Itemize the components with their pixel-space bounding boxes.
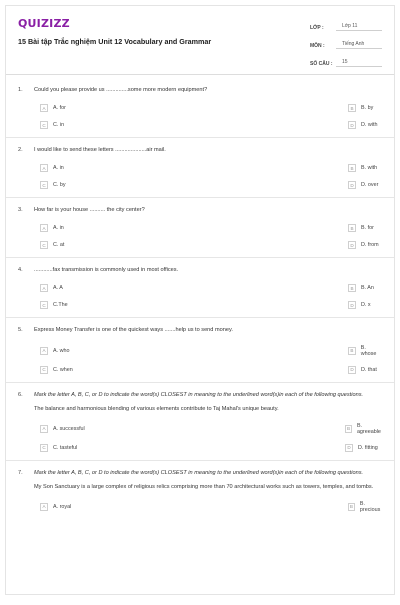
option-letter-box: C <box>40 444 48 452</box>
question-number: 6. <box>18 391 23 398</box>
option-letter-box: B <box>348 164 356 172</box>
option-letter-box: D <box>348 301 356 309</box>
meta-label: LỚP : <box>310 25 324 31</box>
question-line <box>18 266 382 274</box>
question-line <box>18 206 382 214</box>
option-letter-box: D <box>348 241 356 249</box>
option-a[interactable] <box>40 224 211 232</box>
question-text: Express Money Transfer is one of the quickest ways .......help us to send money. <box>34 327 233 334</box>
option-letter-box: B <box>349 504 353 510</box>
option-letter-box: A <box>40 164 48 172</box>
option-letter-box: B <box>348 347 356 355</box>
meta-value: 15 <box>336 59 382 67</box>
option-d[interactable] <box>211 241 382 249</box>
option-a[interactable] <box>40 423 208 435</box>
option-d[interactable] <box>211 366 382 374</box>
answer-options <box>40 224 382 249</box>
question-instruction: Mark the letter A, B, C, or D to indicate the word(s) CLOSEST in meaning to the underlined word(s)in each of the following questions. <box>34 469 364 476</box>
option-letter-box: A <box>40 224 48 232</box>
option-c[interactable] <box>40 181 211 189</box>
option-c[interactable] <box>40 241 211 249</box>
option-text: B. precious <box>359 500 381 513</box>
meta-row-subject <box>310 36 382 49</box>
option-letter-box: B <box>346 426 351 432</box>
question-6 <box>6 383 394 461</box>
question-1 <box>6 78 394 138</box>
question-line <box>18 146 382 154</box>
meta-value: Lớp 11 <box>336 23 382 31</box>
option-text: D. fitting <box>358 444 378 451</box>
question-line <box>18 391 382 413</box>
question-number: 4. <box>18 267 23 274</box>
option-letter-box: B <box>348 224 356 232</box>
option-letter-box: C <box>40 366 48 374</box>
answer-options <box>40 501 382 513</box>
question-number: 7. <box>18 469 23 476</box>
option-b[interactable] <box>211 224 382 232</box>
option-text: A. for <box>53 105 66 112</box>
question-text: Could you please provide us ..............some more modern equipment? <box>34 87 208 93</box>
option-letter-box: D <box>348 181 356 189</box>
question-5 <box>6 318 394 382</box>
option-b[interactable] <box>211 164 382 172</box>
question-instruction: Mark the letter A, B, C, or D to indicate the word(s) CLOSEST in meaning to the underlined word(s)in each of the following questions. <box>34 391 364 398</box>
option-text: D. that <box>361 366 377 373</box>
option-text: D. with <box>361 122 378 129</box>
option-text: C. at <box>53 242 65 249</box>
option-text: A. who <box>53 347 70 354</box>
answer-options <box>40 164 382 189</box>
option-text: D. over <box>361 182 379 189</box>
option-letter-box: C <box>40 121 48 129</box>
option-letter-box: C <box>40 301 48 309</box>
option-letter-box: A <box>40 104 48 112</box>
option-d[interactable] <box>211 181 382 189</box>
option-text: C. by <box>53 182 66 189</box>
option-d[interactable] <box>211 301 382 309</box>
option-d[interactable] <box>211 121 382 129</box>
question-number: 2. <box>18 147 23 154</box>
answer-options <box>40 284 382 309</box>
answer-options <box>40 345 382 374</box>
question-list <box>6 78 394 521</box>
meta-label: MÔN : <box>310 43 325 49</box>
option-letter-box: D <box>348 121 356 129</box>
option-a[interactable] <box>40 104 211 112</box>
option-c[interactable] <box>40 121 211 129</box>
option-b[interactable] <box>211 501 382 513</box>
meta-row-count <box>310 54 382 67</box>
question-3 <box>6 198 394 258</box>
option-text: B. by <box>361 105 374 112</box>
question-2 <box>6 138 394 198</box>
option-letter-box: A <box>40 347 48 355</box>
option-text: C. tasteful <box>53 444 78 451</box>
question-body <box>34 391 382 413</box>
answer-options <box>40 423 382 452</box>
option-text: C.The <box>53 302 68 309</box>
option-text: B. for <box>361 225 374 232</box>
option-b[interactable] <box>211 284 382 292</box>
question-number: 3. <box>18 207 23 214</box>
option-c[interactable] <box>40 301 211 309</box>
worksheet-header <box>6 6 394 75</box>
option-text: A. in <box>53 225 64 232</box>
meta-value: Tiếng Anh <box>336 41 382 49</box>
option-a[interactable] <box>40 284 211 292</box>
option-text: D. x <box>361 302 371 309</box>
question-body <box>34 469 382 491</box>
question-4 <box>6 258 394 318</box>
question-text: I would like to send these letters ....................air mail. <box>34 147 166 154</box>
question-text: My Son Sanctuary is a large complex of religious relics comprising more than 70 architectural works such as towers, temples, and tombs. <box>34 483 374 490</box>
option-text: C. when <box>53 366 73 373</box>
option-letter-box: D <box>348 366 356 374</box>
option-b[interactable] <box>211 345 382 357</box>
meta-row-class <box>310 18 382 31</box>
option-letter-box: A <box>40 503 48 511</box>
question-line <box>18 469 382 491</box>
question-text: How far is your house .......... the city center? <box>34 207 145 214</box>
option-text: B. whose <box>360 344 377 357</box>
option-a[interactable] <box>40 345 211 357</box>
option-c[interactable] <box>40 444 208 452</box>
option-letter-box: A <box>40 425 48 433</box>
meta-label: SỐ CÂU : <box>310 61 333 67</box>
document-title: 15 Bài tập Trắc nghiệm Unit 12 Vocabulary and Grammar <box>18 37 212 46</box>
option-letter-box: B <box>348 104 356 112</box>
question-number: 5. <box>18 327 23 334</box>
worksheet-page <box>5 5 395 595</box>
option-text: A. royal <box>53 503 72 510</box>
question-number: 1. <box>18 87 23 93</box>
option-c[interactable] <box>40 366 211 374</box>
option-b[interactable] <box>208 423 382 435</box>
option-letter-box: D <box>345 444 353 452</box>
option-letter-box: C <box>40 181 48 189</box>
option-letter-box: A <box>40 284 48 292</box>
option-d[interactable] <box>208 444 382 452</box>
option-text: A. in <box>53 165 64 172</box>
option-b[interactable] <box>211 104 382 112</box>
option-text: B. agreeable <box>356 422 381 435</box>
quizizz-logo: QUIZIZZ <box>18 17 70 30</box>
option-letter-box: B <box>348 284 356 292</box>
option-a[interactable] <box>40 501 211 513</box>
question-line <box>18 86 382 94</box>
option-text: B. An <box>361 285 374 292</box>
option-text: D. from <box>361 242 379 249</box>
option-a[interactable] <box>40 164 211 172</box>
option-text: C. in <box>53 122 65 129</box>
option-text: B. with <box>361 165 378 172</box>
answer-options <box>40 104 382 129</box>
question-text: ............fax transmission is commonly used in most offices. <box>34 267 179 274</box>
option-text: A. A <box>53 285 63 292</box>
meta-info <box>310 18 382 72</box>
question-line <box>18 326 382 334</box>
question-7 <box>6 461 394 521</box>
option-text: A. successful <box>53 425 85 432</box>
option-letter-box: C <box>40 241 48 249</box>
question-text: The balance and harmonious blending of various elements contribute to Taj Mahal's unique beauty. <box>34 405 279 412</box>
